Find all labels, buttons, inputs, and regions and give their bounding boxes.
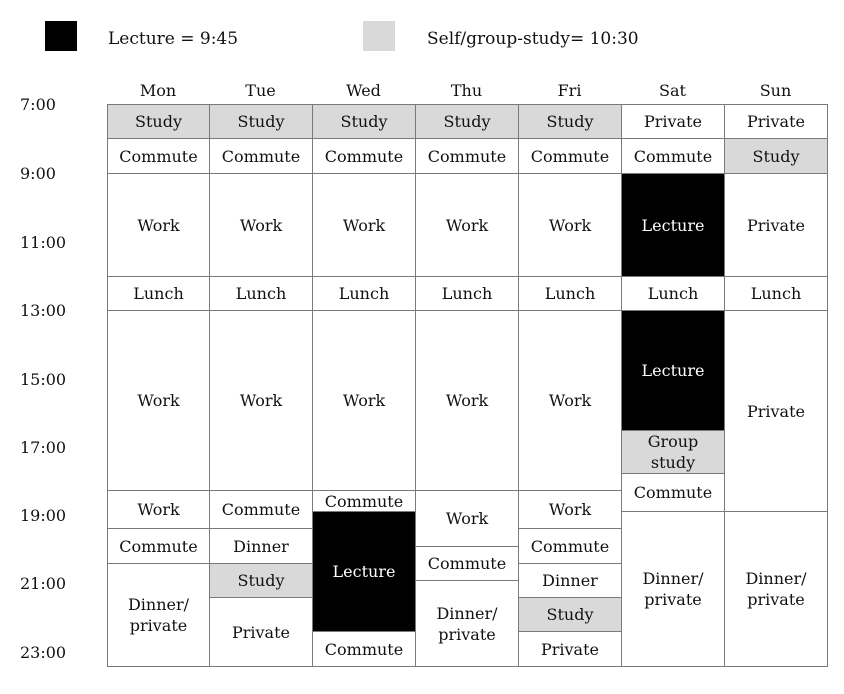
schedule-cell-label: Lunch [544, 284, 596, 303]
schedule-cell-label: Commute [427, 554, 507, 573]
schedule-cell-label: Study [237, 571, 285, 590]
schedule-cell [518, 563, 622, 598]
schedule-cell [518, 173, 622, 277]
time-label: 15:00 [20, 370, 67, 389]
schedule-cell [312, 511, 416, 632]
schedule-cell [415, 173, 519, 277]
schedule-cell [209, 563, 313, 598]
legend-label-lecture: Lecture = 9:45 [108, 29, 239, 49]
schedule-cell [518, 310, 622, 491]
schedule-cell [209, 528, 313, 564]
schedule-cell-label: Commute [221, 146, 301, 166]
time-label: 21:00 [20, 574, 67, 593]
schedule-cell-label: Work [342, 391, 386, 410]
schedule-cell [209, 490, 313, 529]
schedule-cell-label: Study [135, 112, 182, 131]
schedule-cell-label: Commute [530, 536, 610, 556]
time-label: 19:00 [20, 506, 67, 525]
schedule-cell-label: Commute [633, 146, 713, 166]
legend-label-study: Self/group-study= 10:30 [427, 29, 639, 49]
schedule-cell-label: Dinner [233, 536, 289, 556]
schedule-cell-label: Group study [647, 432, 699, 472]
time-label: 17:00 [20, 438, 67, 457]
schedule-cell [621, 473, 725, 512]
schedule-cell [621, 173, 725, 277]
schedule-cell-label: Lecture [332, 562, 396, 581]
schedule-cell-label: Private [746, 215, 805, 235]
time-label: 9:00 [20, 164, 56, 183]
schedule-cell [724, 104, 828, 139]
schedule-cell [621, 138, 725, 174]
schedule-cell-label: Work [445, 215, 489, 235]
schedule-cell [724, 276, 828, 311]
schedule-cell-label: Study [443, 112, 491, 131]
schedule-cell-label: Lecture [641, 361, 705, 380]
schedule-cell [415, 276, 519, 311]
schedule-cell [415, 490, 519, 547]
schedule-cell [209, 276, 313, 311]
schedule-cell-label: Dinner/ private [127, 595, 190, 635]
schedule-cell-label: Private [746, 401, 805, 421]
legend-swatch-study [363, 21, 395, 51]
schedule-cell [209, 104, 313, 139]
day-header-wed: Wed [346, 81, 381, 100]
schedule-cell [415, 104, 519, 139]
schedule-cell [209, 138, 313, 174]
day-header-tue: Tue [245, 81, 276, 100]
schedule-cell-label: Study [546, 112, 594, 131]
schedule-cell [312, 138, 416, 174]
schedule-cell [724, 511, 828, 667]
schedule-cell [312, 173, 416, 277]
schedule-cell [312, 310, 416, 491]
schedule-cell-label: Private [540, 639, 599, 659]
day-header-mon: Mon [139, 81, 177, 100]
schedule-cell-label: Lunch [235, 284, 287, 303]
schedule-cell-label: Study [752, 146, 800, 166]
schedule-cell [209, 310, 313, 491]
schedule-cell-label: Lunch [338, 284, 390, 303]
schedule-cell [518, 631, 622, 667]
schedule-cell [518, 104, 622, 139]
schedule-cell-label: Dinner/ private [745, 569, 807, 609]
day-header-fri: Fri [557, 81, 582, 100]
schedule-cell-label: Commute [119, 146, 198, 166]
schedule-cell [621, 104, 725, 139]
schedule-cell-label: Lecture [641, 215, 705, 235]
schedule-cell [724, 138, 828, 174]
schedule-cell [312, 490, 416, 512]
schedule-cell [518, 528, 622, 564]
schedule-cell [107, 173, 210, 277]
schedule-cell-label: Commute [119, 536, 198, 556]
schedule-cell-label: Study [340, 112, 388, 131]
schedule-cell-label: Commute [324, 491, 404, 511]
schedule-cell-label: Private [231, 622, 290, 642]
schedule-cell-label: Commute [530, 146, 610, 166]
schedule-cell-label: Work [239, 391, 283, 410]
schedule-cell [107, 104, 210, 139]
schedule-cell [107, 528, 210, 564]
schedule-cell [415, 138, 519, 174]
schedule-cell [209, 173, 313, 277]
schedule-cell-label: Work [137, 391, 180, 410]
schedule-cell-label: Work [239, 215, 283, 235]
schedule-cell-label: Work [445, 391, 489, 410]
schedule-cell-label: Dinner/ private [642, 569, 704, 609]
schedule-cell [724, 173, 828, 277]
schedule-cell-label: Work [342, 215, 386, 235]
schedule-cell-label: Study [237, 112, 285, 131]
time-label: 11:00 [20, 233, 67, 252]
schedule-cell-label: Work [548, 215, 592, 235]
schedule-cell [724, 310, 828, 512]
schedule-cell [312, 276, 416, 311]
schedule-cell-label: Work [548, 500, 592, 519]
schedule-cell-label: Study [546, 605, 594, 624]
schedule-cell [518, 597, 622, 632]
schedule-cell [312, 104, 416, 139]
schedule-cell [107, 310, 210, 491]
schedule-cell-label: Commute [324, 639, 404, 659]
schedule-cell [518, 276, 622, 311]
schedule-cell-label: Private [746, 112, 805, 131]
legend-swatch-lecture [45, 21, 77, 51]
day-header-sat: Sat [659, 81, 686, 100]
time-label: 7:00 [20, 95, 56, 114]
schedule-cell-label: Commute [221, 500, 301, 519]
schedule-cell-label: Commute [427, 146, 507, 166]
schedule-cell [518, 138, 622, 174]
schedule-cell [415, 310, 519, 491]
schedule-cell-label: Lunch [647, 284, 699, 303]
schedule-cell [107, 276, 210, 311]
day-header-sun: Sun [759, 81, 792, 100]
schedule-cell-label: Work [445, 509, 489, 528]
schedule-cell-label: Work [548, 391, 592, 410]
schedule-cell [621, 276, 725, 311]
schedule-cell [107, 138, 210, 174]
schedule-cell-label: Lunch [441, 284, 493, 303]
schedule-cell [621, 511, 725, 667]
schedule-cell-label: Work [137, 215, 180, 235]
schedule-cell [209, 597, 313, 667]
schedule-cell-label: Private [643, 112, 702, 131]
time-label: 23:00 [20, 643, 67, 662]
schedule-cell-label: Dinner [542, 571, 598, 590]
schedule-cell [415, 546, 519, 581]
schedule-cell [107, 490, 210, 529]
schedule-cell [312, 631, 416, 667]
day-header-thu: Thu [450, 81, 483, 100]
schedule-cell-label: Commute [633, 483, 713, 502]
schedule-cell-label: Lunch [133, 284, 184, 303]
schedule-cell [518, 490, 622, 529]
time-label: 13:00 [20, 301, 67, 320]
schedule-cell [107, 563, 210, 667]
schedule-cell [415, 580, 519, 667]
schedule-cell-label: Commute [324, 146, 404, 166]
schedule-cell-label: Dinner/ private [436, 603, 498, 644]
schedule-cell-label: Work [137, 500, 180, 519]
schedule-cell-label: Lunch [750, 284, 802, 303]
schedule-cell [621, 310, 725, 431]
schedule-cell [621, 430, 725, 474]
